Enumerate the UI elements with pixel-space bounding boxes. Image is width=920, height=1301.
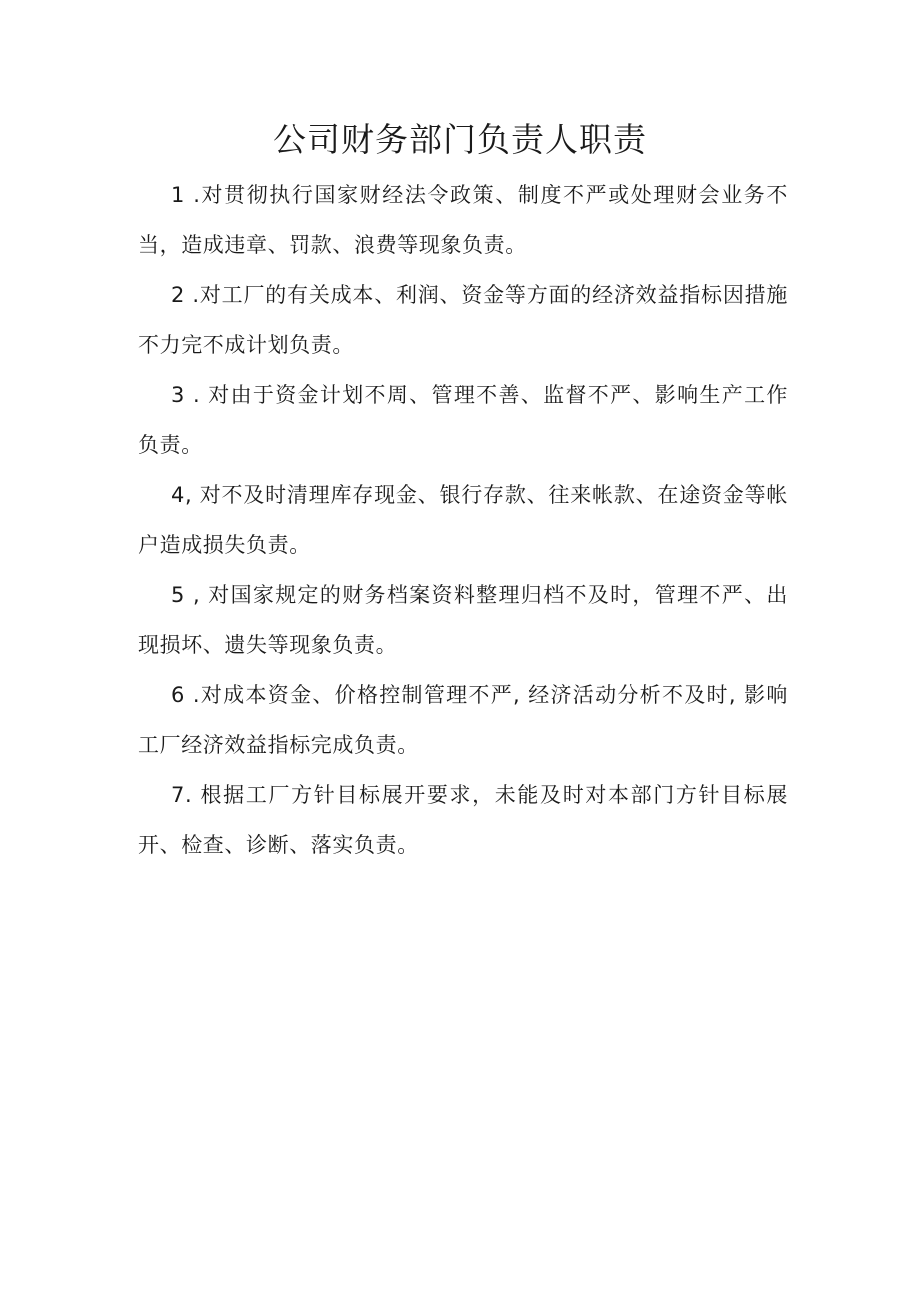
duty-item-2: 2 .对工厂的有关成本、利润、资金等方面的经济效益指标因措施不力完不成计划负责。	[138, 283, 788, 357]
duty-item-1: 1 .对贯彻执行国家财经法令政策、制度不严或处理财会业务不当，造成违章、罚款、浪费等现象负责。	[138, 183, 788, 257]
document-title: 公司财务部门负责人职责	[273, 120, 647, 159]
duty-item-5: 5 , 对国家规定的财务档案资料整理归档不及时，管理不严、出现损坏、遗失等现象负责。	[138, 583, 788, 657]
duty-item-3: 3 . 对由于资金计划不周、管理不善、监督不严、影响生产工作负责。	[138, 383, 788, 457]
duty-item-4: 4, 对不及时清理库存现金、银行存款、往来帐款、在途资金等帐户造成损失负责。	[138, 483, 788, 557]
duty-item-7: 7. 根据工厂方针目标展开要求，未能及时对本部门方针目标展开、检查、诊断、落实负责。	[138, 783, 788, 857]
duty-item-6: 6 .对成本资金、价格控制管理不严, 经济活动分析不及时, 影响工厂经济效益指标完成负责。	[138, 683, 788, 757]
duty-list	[138, 170, 788, 870]
